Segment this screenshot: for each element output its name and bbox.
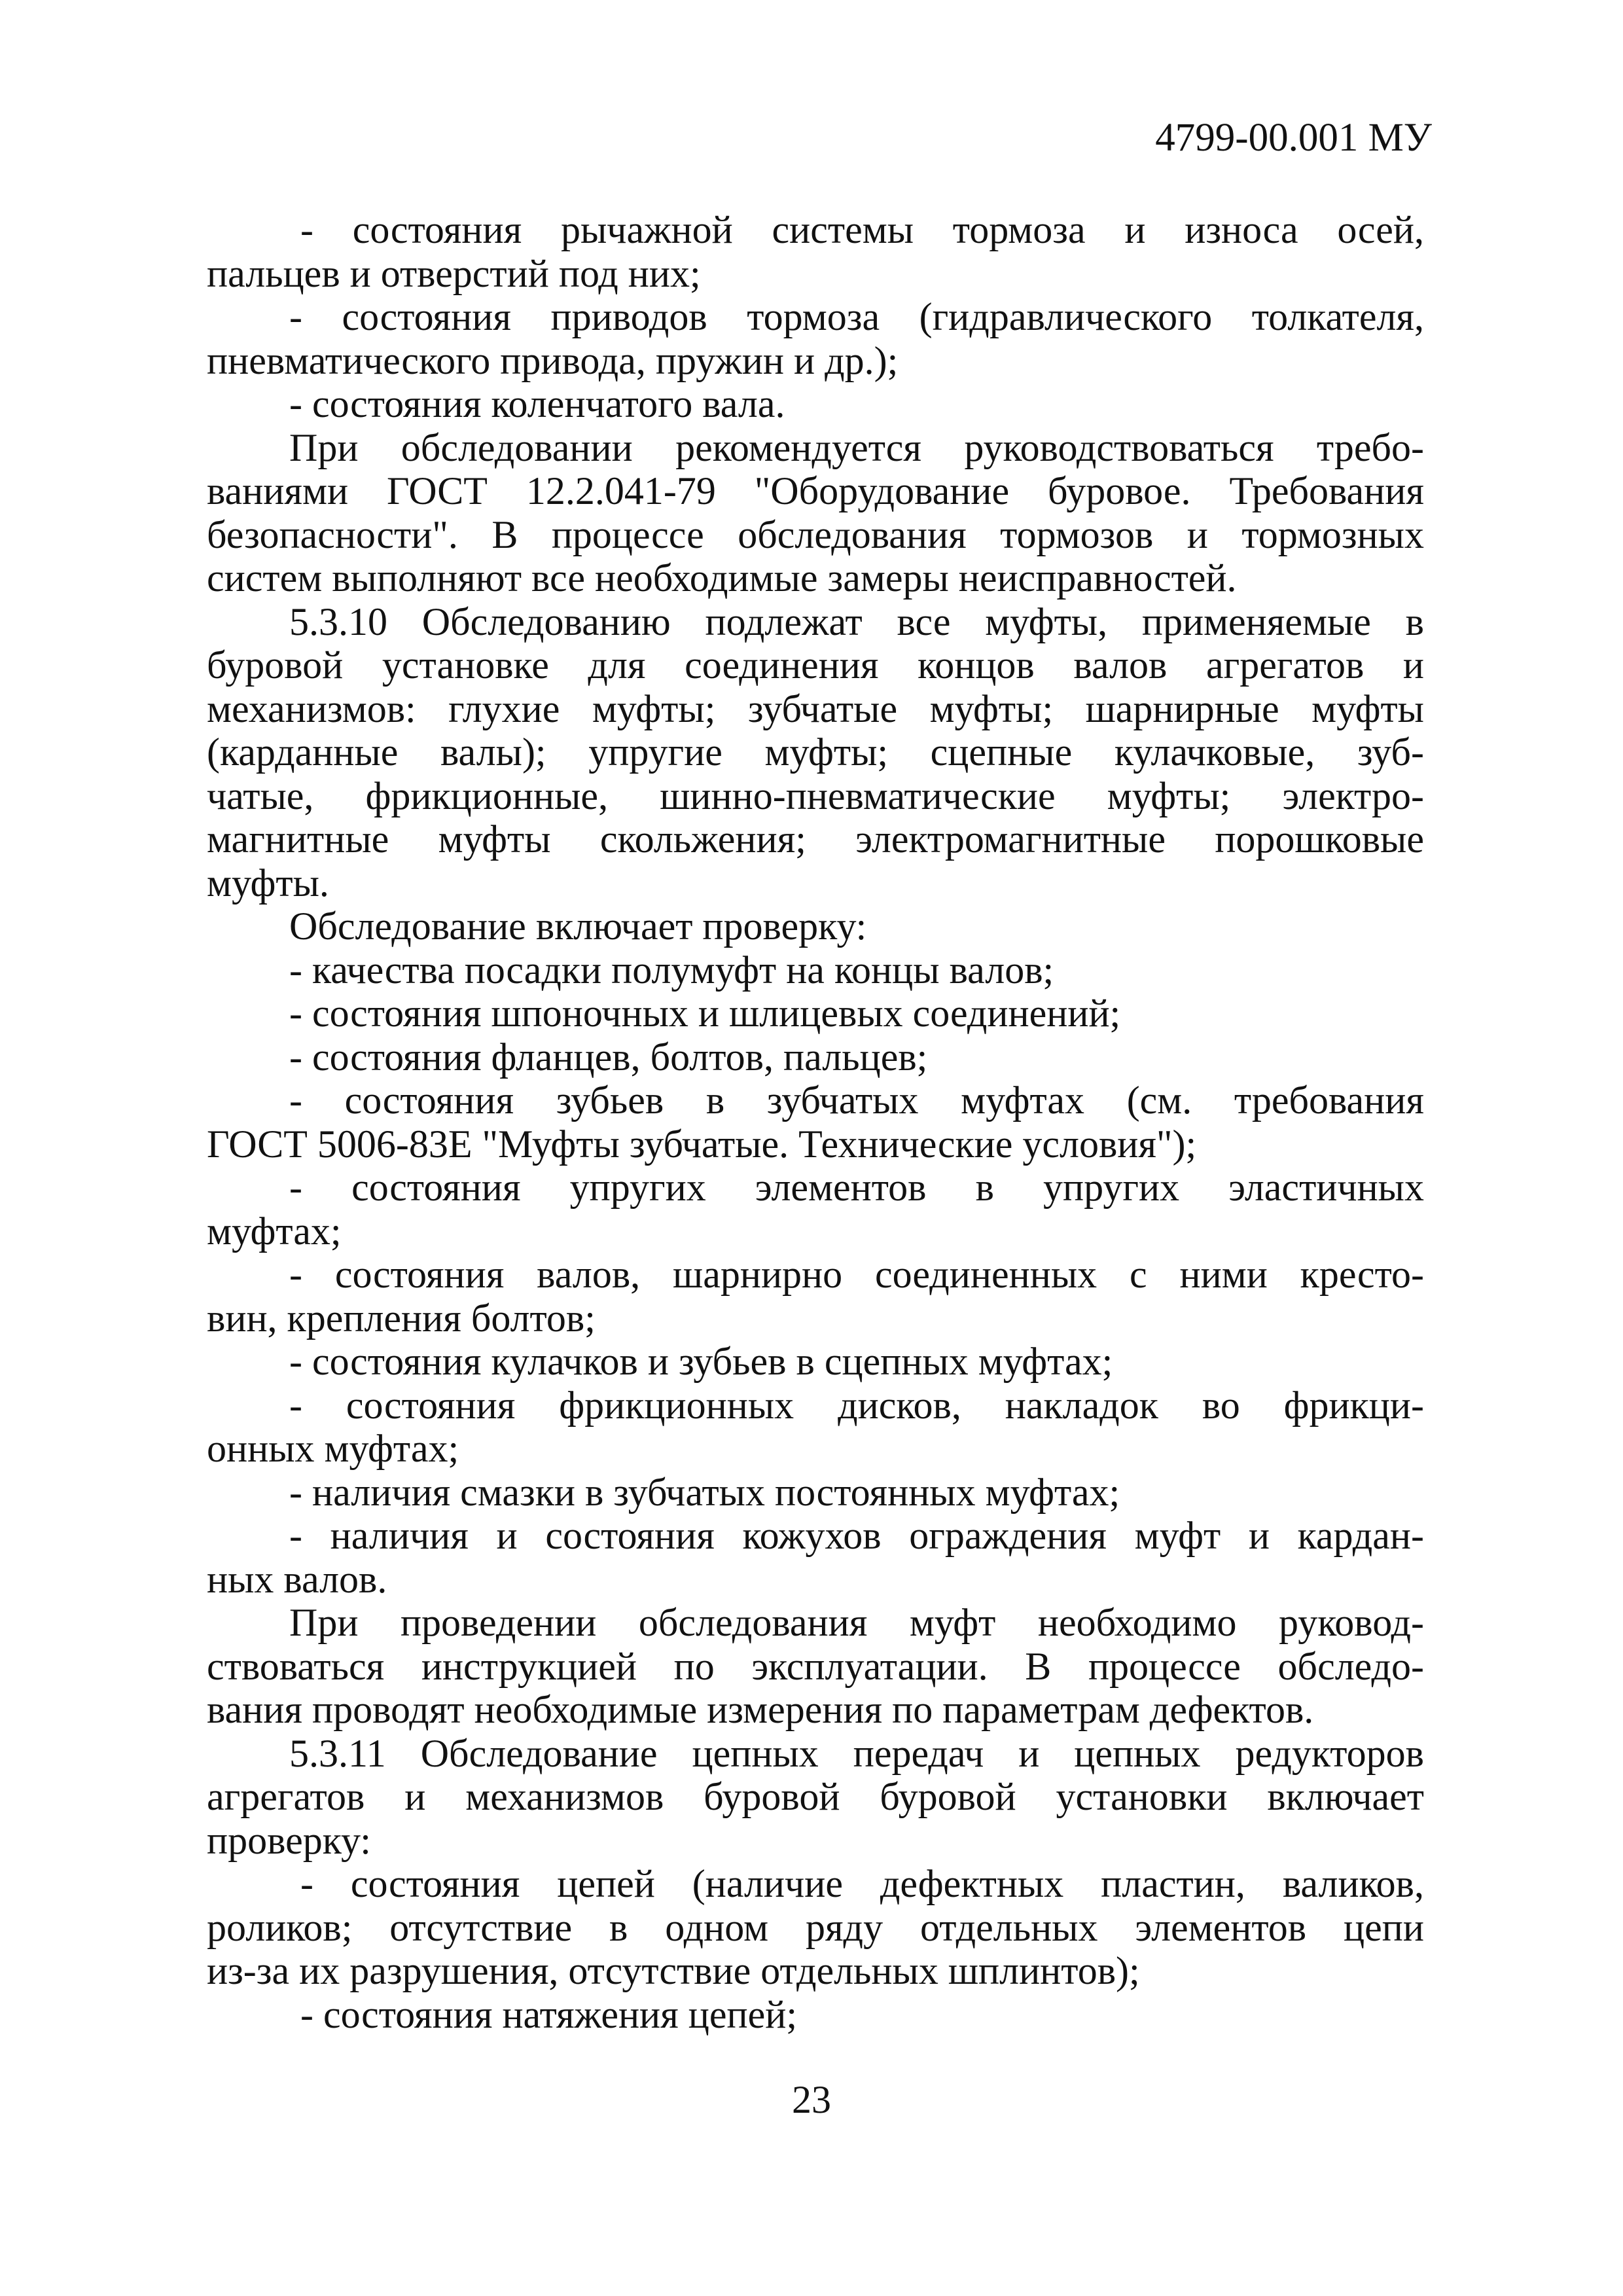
text-line: агрегатов и механизмов буровой буровой установки включает — [207, 1775, 1424, 1818]
text-line: механизмов: глухие муфты; зубчатые муфты; шарнирные муфты — [207, 687, 1424, 730]
text-line: роликов; отсутствие в одном ряду отдельных элементов цепи — [207, 1905, 1424, 1949]
text-line: ствоваться инструкцией по эксплуатации. В процессе обследо- — [207, 1644, 1424, 1688]
page-number: 23 — [792, 2078, 831, 2121]
text-line: из-за их разрушения, отсутствие отдельных шплинтов); — [207, 1949, 1140, 1992]
text-line: - состояния валов, шарнирно соединенных с ними кресто- — [289, 1253, 1424, 1296]
text-line: муфтах; — [207, 1209, 342, 1253]
text-line: проверку: — [207, 1818, 371, 1862]
text-line: Обследование включает проверку: — [289, 905, 867, 948]
text-line: пальцев и отверстий под них; — [207, 251, 701, 295]
text-line: онных муфтах; — [207, 1427, 459, 1470]
text-line: (карданные валы); упругие муфты; сцепные кулачковые, зуб- — [207, 730, 1424, 774]
text-line: систем выполняют все необходимые замеры неисправностей. — [207, 556, 1237, 600]
text-line: муфты. — [207, 861, 329, 905]
text-line: - состояния цепей (наличие дефектных пластин, валиков, — [300, 1862, 1424, 1905]
text-line: чатые, фрикционные, шинно-пневматические муфты; электро- — [207, 774, 1424, 817]
text-line: - наличия смазки в зубчатых постоянных муфтах; — [289, 1470, 1120, 1514]
body-text — [207, 208, 1424, 2036]
text-line: - состояния зубьев в зубчатых муфтах (см. требования — [289, 1079, 1424, 1122]
text-line: - состояния коленчатого вала. — [289, 382, 785, 425]
text-line: вин, крепления болтов; — [207, 1296, 596, 1340]
text-line: - состояния рычажной системы тормоза и износа осей, — [300, 208, 1424, 251]
text-line: - состояния шпоночных и шлицевых соединений; — [289, 992, 1121, 1035]
text-line: При проведении обследования муфт необходимо руковод- — [289, 1601, 1424, 1644]
text-line: При обследовании рекомендуется руководствоваться требо- — [289, 425, 1424, 469]
text-line: - состояния приводов тормоза (гидравлического толкателя, — [289, 295, 1424, 338]
text-line: магнитные муфты скольжения; электромагнитные порошковые — [207, 817, 1424, 861]
text-line: - наличия и состояния кожухов ограждения муфт и кардан- — [289, 1514, 1424, 1557]
text-line: - состояния натяжения цепей; — [300, 1992, 798, 2036]
text-line: 5.3.11 Обследование цепных передач и цепных редукторов — [289, 1731, 1424, 1775]
text-line: 5.3.10 Обследованию подлежат все муфты, применяемые в — [289, 600, 1424, 643]
text-line: пневматического привода, пружин и др.); — [207, 338, 899, 382]
text-line: ваниями ГОСТ 12.2.041-79 "Оборудование буровое. Требования — [207, 469, 1424, 512]
text-line: буровой установке для соединения концов валов агрегатов и — [207, 643, 1424, 687]
text-line: - состояния упругих элементов в упругих эластичных — [289, 1166, 1424, 1209]
document-code: 4799-00.001 МУ — [1155, 116, 1432, 160]
text-line: ГОСТ 5006-83Е "Муфты зубчатые. Технические условия"); — [207, 1122, 1197, 1166]
text-line: - состояния фланцев, болтов, пальцев; — [289, 1035, 928, 1079]
text-line: вания проводят необходимые измерения по параметрам дефектов. — [207, 1688, 1314, 1731]
text-line: - состояния фрикционных дисков, накладок во фрикци- — [289, 1383, 1424, 1427]
text-line: - состояния кулачков и зубьев в сцепных муфтах; — [289, 1340, 1113, 1383]
text-line: - качества посадки полумуфт на концы валов; — [289, 948, 1054, 992]
text-line: безопасности". В процессе обследования тормозов и тормозных — [207, 512, 1424, 556]
text-line: ных валов. — [207, 1557, 387, 1601]
